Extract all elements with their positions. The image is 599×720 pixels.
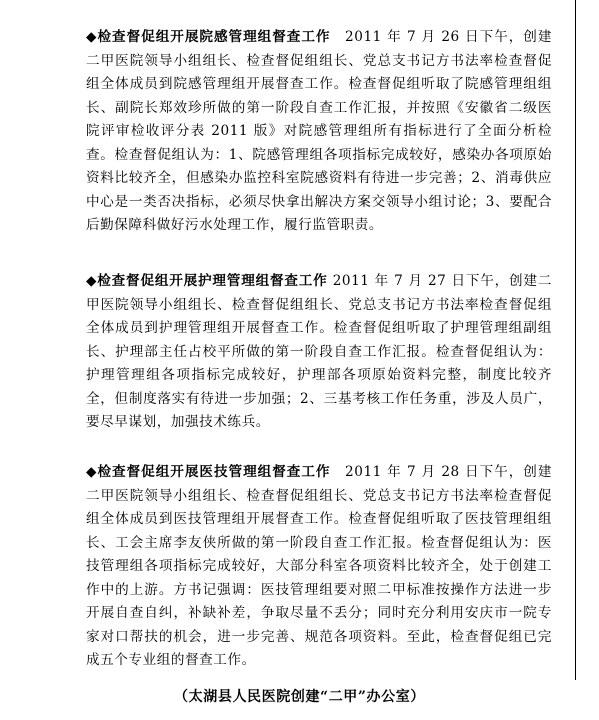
news-item-nursing [86, 270, 552, 435]
page-border [575, 0, 576, 680]
news-item-body: 2011 年 7 月 28 日下午，创建二甲医院领导小组组长、检查督促组组长、党总支书记方书法率检查督促组全体成员到医技管理组开展督查工作。检查督促组听取了医技管理组组长、工会主席李友侠所做的第一阶段自查工作汇报。检查督促组认为：医技管理组各项指标完成较好，大部分科室各项资料比较齐全，处于创建工作中的上游。方书记强调：医技管理组要对照二甲标准按操作方法进一步开展自查自纠，补缺补差，争取尽量不丢分；同时充分利用安庆市一院专家对口帮扶的机会，进一步完善、规范各项资料。至此，检查督促组已完成五个专业组的督查工作。 [86, 464, 552, 668]
news-item-medical-technology [86, 461, 552, 673]
diamond-bullet-icon: ◆ [86, 273, 98, 289]
diamond-bullet-icon: ◆ [86, 29, 98, 45]
news-item-infection-control [86, 26, 552, 238]
office-signature: （太湖县人民医院创建“二甲”办公室） [174, 689, 425, 705]
news-item-body: 2011 年 7 月 26 日下午，创建二甲医院领导小组组长、检查督促组组长、党总支书记方书法率检查督促组全体成员到院感管理组开展督查工作。检查督促组听取了院感管理组组长、副院长郑效珍所做的第一阶段自查工作汇报，并按照《安徽省二级医院评审检收评分表 2011 版》对院感管理组所有指标进行了全面分析检查。检查督促组认为：1、院感管理组各项指标完成较好，感染办各项原始资料比较齐全，但感染办监控科室院感资料有待进一步完善；2、消毒供应中心是一类否决指标，必须尽快拿出解决方案交领导小组讨论；3、要配合后勤保障科做好污水处理工作，履行监管职责。 [86, 29, 552, 233]
news-item-heading: 检查督促组开展院感管理组督查工作 [97, 29, 331, 45]
news-item-heading: 检查督促组开展医技管理组督查工作 [97, 464, 331, 480]
diamond-bullet-icon: ◆ [86, 464, 98, 480]
news-item-body: 2011 年 7 月 27 日下午，创建二甲医院领导小组组长、检查督促组组长、党总支书记方书法率检查督促组全体成员到护理管理组开展督查工作。检查督促组听取了护理管理组副组长、护理部主任占校平所做的第一阶段自查工作汇报。检查督促组认为：护理管理组各项指标完成较好，护理部各项原始资料完整，制度比较齐全，但制度落实有待进一步加强；2、三基考核工作任务重，涉及人员广，要尽早谋划，加强技术练兵。 [86, 273, 552, 430]
news-item-heading: 检查督促组开展护理管理组督查工作 [97, 273, 328, 289]
